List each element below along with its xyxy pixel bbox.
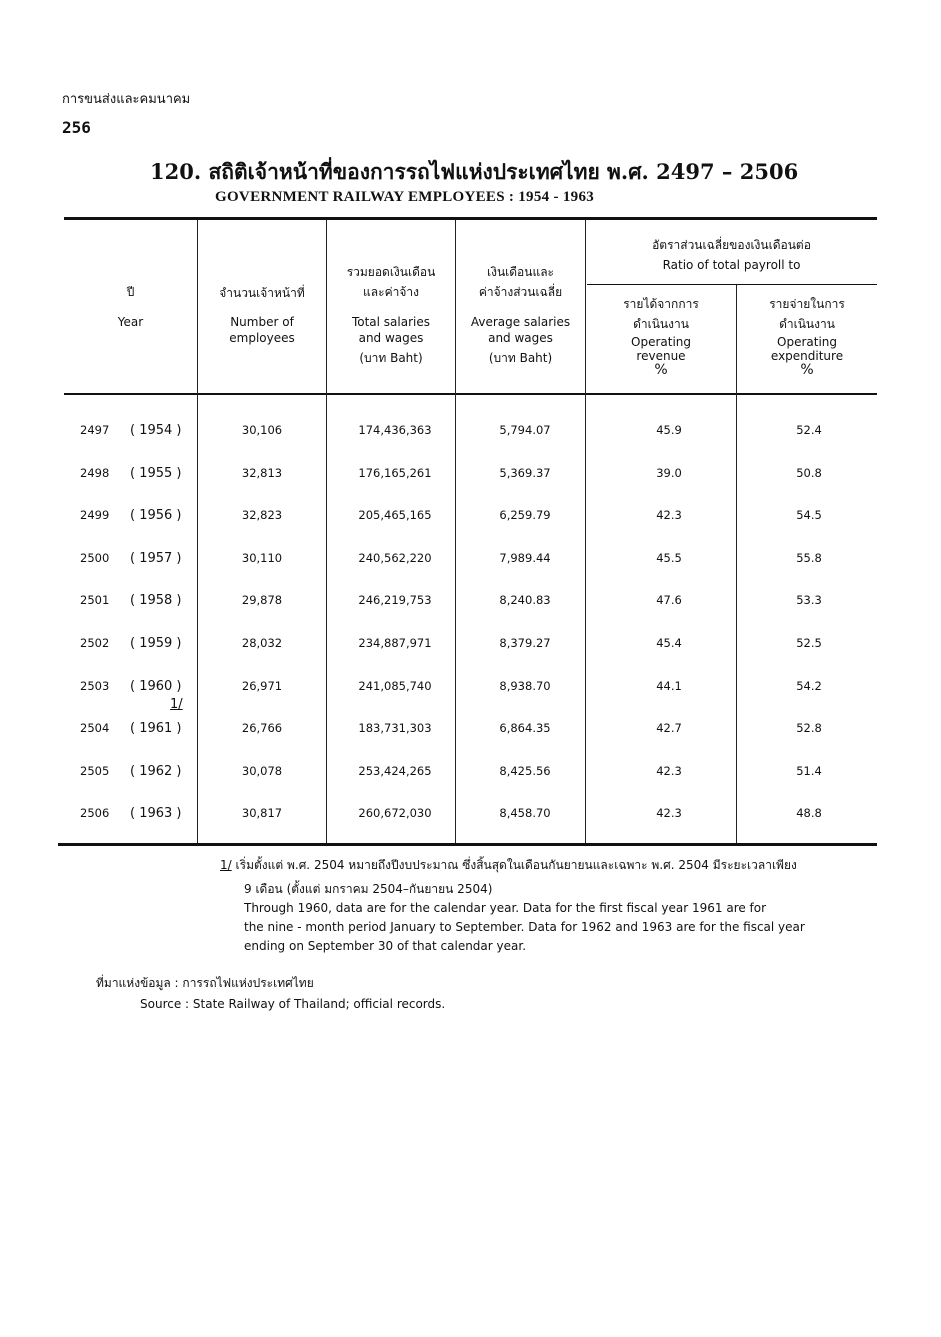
cell-ratio-revenue: 42.7 <box>656 721 682 735</box>
cell-year-be: 2499 <box>80 508 110 522</box>
cell-total-wages: 183,731,303 <box>358 721 432 735</box>
cell-year-be: 2503 <box>80 679 110 693</box>
source-thai-label: ที่มาแห่งข้อมูล : <box>96 976 179 990</box>
header-revenue <box>586 296 736 378</box>
header-total-thai-1: รวมยอดเงินเดือน <box>346 265 436 279</box>
header-expenditure-unit: % <box>800 362 814 378</box>
cell-year-be: 2500 <box>80 551 110 565</box>
header-revenue-thai-1: รายได้จากการ <box>623 297 699 311</box>
cell-year-be: 2498 <box>80 466 110 480</box>
cell-total-wages: 240,562,220 <box>358 551 432 565</box>
cell-ratio-expenditure: 51.4 <box>796 764 822 778</box>
header-total-thai-2: และค่าจ้าง <box>363 285 419 299</box>
header-average-english-1: Average salaries <box>470 315 571 329</box>
cell-year-ce: ( 1957 ) <box>130 551 182 566</box>
cell-ratio-expenditure: 54.2 <box>796 679 822 693</box>
note-english-2: the nine - month period January to September. Data for 1962 and 1963 are for the fiscal year <box>244 920 805 934</box>
source-thai <box>96 974 314 993</box>
cell-ratio-expenditure: 50.8 <box>796 466 822 480</box>
footnote-marker: 1/ <box>170 697 183 712</box>
cell-average-wages: 8,240.83 <box>499 593 551 607</box>
table-title-english: GOVERNMENT RAILWAY EMPLOYEES : 1954 - 1963 <box>215 189 595 205</box>
cell-average-wages: 6,259.79 <box>499 508 551 522</box>
cell-year-ce: ( 1961 ) <box>130 721 182 736</box>
cell-ratio-expenditure: 48.8 <box>796 806 822 820</box>
source-english-label: Source : <box>140 997 190 1011</box>
table-top-rule <box>64 217 877 220</box>
header-employees <box>198 285 326 346</box>
header-year-english: Year <box>117 315 144 329</box>
cell-ratio-revenue: 42.3 <box>656 508 682 522</box>
cell-employees: 30,110 <box>241 551 283 565</box>
header-revenue-english-1: Operating <box>631 335 691 349</box>
header-total-unit: (บาท Baht) <box>359 351 423 365</box>
header-average-thai-1: เงินเดือนและ <box>486 265 554 279</box>
cell-employees: 32,823 <box>241 508 283 522</box>
cell-average-wages: 8,458.70 <box>499 806 551 820</box>
cell-ratio-revenue: 45.5 <box>656 551 682 565</box>
cell-year-be: 2501 <box>80 593 110 607</box>
notes-block <box>220 856 880 956</box>
note-thai-2: 9 เดือน (ตั้งแต่ มกราคม 2504–กันยายน 2504) <box>244 882 493 896</box>
header-expenditure-english-1: Operating <box>777 335 837 349</box>
cell-average-wages: 5,369.37 <box>499 466 551 480</box>
cell-ratio-revenue: 42.3 <box>656 806 682 820</box>
cell-year-be: 2497 <box>80 423 110 437</box>
cell-average-wages: 7,989.44 <box>499 551 551 565</box>
header-ratio-english: Ratio of total payroll to <box>662 258 801 272</box>
cell-ratio-expenditure: 54.5 <box>796 508 822 522</box>
note-thai-1: เริ่มตั้งแต่ พ.ศ. 2504 หมายถึงปีงบประมาณ ซึ่งสิ้นสุดในเดือนกันยายนและเฉพาะ พ.ศ. 2504 มีระยะเวลาเพียง <box>235 858 797 872</box>
cell-year-ce: ( 1960 ) <box>130 679 182 694</box>
cell-ratio-expenditure: 52.4 <box>796 423 822 437</box>
header-average-unit: (บาท Baht) <box>488 351 553 365</box>
note-english-3: ending on September 30 of that calendar year. <box>244 939 527 953</box>
source-english-value: State Railway of Thailand; official records. <box>192 997 446 1011</box>
cell-employees: 30,106 <box>241 423 283 437</box>
header-ratio-thai: อัตราส่วนเฉลี่ยของเงินเดือนต่อ <box>652 238 811 252</box>
header-expenditure <box>737 296 877 378</box>
cell-total-wages: 234,887,971 <box>358 636 432 650</box>
cell-ratio-revenue: 42.3 <box>656 764 682 778</box>
cell-year-ce: ( 1958 ) <box>130 593 182 608</box>
note-line-1 <box>220 856 880 875</box>
header-ratio <box>586 237 877 273</box>
cell-total-wages: 205,465,165 <box>358 508 432 522</box>
ratio-sub-rule <box>587 284 877 285</box>
header-year <box>64 284 197 330</box>
source-english <box>140 995 445 1014</box>
cell-ratio-revenue: 44.1 <box>656 679 682 693</box>
cell-total-wages: 176,165,261 <box>358 466 432 480</box>
note-english-1: Through 1960, data are for the calendar year. Data for the first fiscal year 1961 are for <box>244 901 767 915</box>
cell-average-wages: 8,938.70 <box>499 679 551 693</box>
header-revenue-english-2: revenue <box>636 349 686 363</box>
cell-employees: 26,971 <box>241 679 283 693</box>
cell-year-ce: ( 1954 ) <box>130 423 182 438</box>
cell-total-wages: 260,672,030 <box>358 806 432 820</box>
cell-total-wages: 246,219,753 <box>358 593 432 607</box>
cell-average-wages: 6,864.35 <box>499 721 551 735</box>
cell-year-be: 2502 <box>80 636 110 650</box>
header-year-thai: ปี <box>126 285 135 299</box>
cell-ratio-expenditure: 53.3 <box>796 593 822 607</box>
section-header: การขนส่งและคมนาคม <box>62 92 191 107</box>
source-thai-value: การรถไฟแห่งประเทศไทย <box>182 976 314 990</box>
cell-employees: 30,078 <box>241 764 283 778</box>
header-revenue-thai-2: ดำเนินงาน <box>633 317 689 331</box>
cell-year-ce: ( 1955 ) <box>130 466 182 481</box>
header-expenditure-english-2: expenditure <box>770 349 844 363</box>
cell-total-wages: 241,085,740 <box>358 679 432 693</box>
header-employees-thai: จำนวนเจ้าหน้าที่ <box>219 286 305 300</box>
cell-ratio-revenue: 47.6 <box>656 593 682 607</box>
cell-ratio-expenditure: 52.5 <box>796 636 822 650</box>
cell-employees: 32,813 <box>241 466 283 480</box>
note-marker: 1/ <box>220 858 232 872</box>
header-total-english-2: and wages <box>358 331 424 345</box>
cell-year-be: 2504 <box>80 721 110 735</box>
header-average-english-2: and wages <box>488 331 553 345</box>
header-total <box>327 264 455 366</box>
cell-ratio-revenue: 39.0 <box>656 466 682 480</box>
cell-ratio-revenue: 45.4 <box>656 636 682 650</box>
cell-year-ce: ( 1962 ) <box>130 764 182 779</box>
table-title-thai: 120. สถิติเจ้าหน้าที่ของการรถไฟแห่งประเทศไทย พ.ศ. 2497 – 2506 <box>150 159 799 184</box>
page-number: 256 <box>62 118 91 137</box>
cell-year-ce: ( 1956 ) <box>130 508 182 523</box>
cell-year-ce: ( 1959 ) <box>130 636 182 651</box>
cell-year-be: 2506 <box>80 806 110 820</box>
cell-total-wages: 253,424,265 <box>358 764 432 778</box>
cell-employees: 29,878 <box>241 593 283 607</box>
cell-average-wages: 5,794.07 <box>499 423 551 437</box>
header-employees-english: Number of employees <box>229 315 295 345</box>
cell-ratio-revenue: 45.9 <box>656 423 682 437</box>
header-revenue-unit: % <box>654 362 668 378</box>
cell-average-wages: 8,425.56 <box>499 764 551 778</box>
cell-employees: 28,032 <box>241 636 283 650</box>
header-expenditure-thai-1: รายจ่ายในการ <box>769 297 845 311</box>
cell-ratio-expenditure: 52.8 <box>796 721 822 735</box>
cell-year-be: 2505 <box>80 764 110 778</box>
cell-total-wages: 174,436,363 <box>358 423 432 437</box>
cell-year-ce: ( 1963 ) <box>130 806 182 821</box>
header-average <box>456 264 585 366</box>
header-average-thai-2: ค่าจ้างส่วนเฉลี่ย <box>478 285 563 299</box>
header-total-english-1: Total salaries <box>351 315 431 329</box>
header-expenditure-thai-2: ดำเนินงาน <box>779 317 835 331</box>
cell-ratio-expenditure: 55.8 <box>796 551 822 565</box>
cell-employees: 30,817 <box>241 806 283 820</box>
cell-employees: 26,766 <box>241 721 283 735</box>
header-bottom-rule <box>64 393 877 395</box>
table-bottom-rule <box>58 843 877 846</box>
cell-average-wages: 8,379.27 <box>499 636 551 650</box>
